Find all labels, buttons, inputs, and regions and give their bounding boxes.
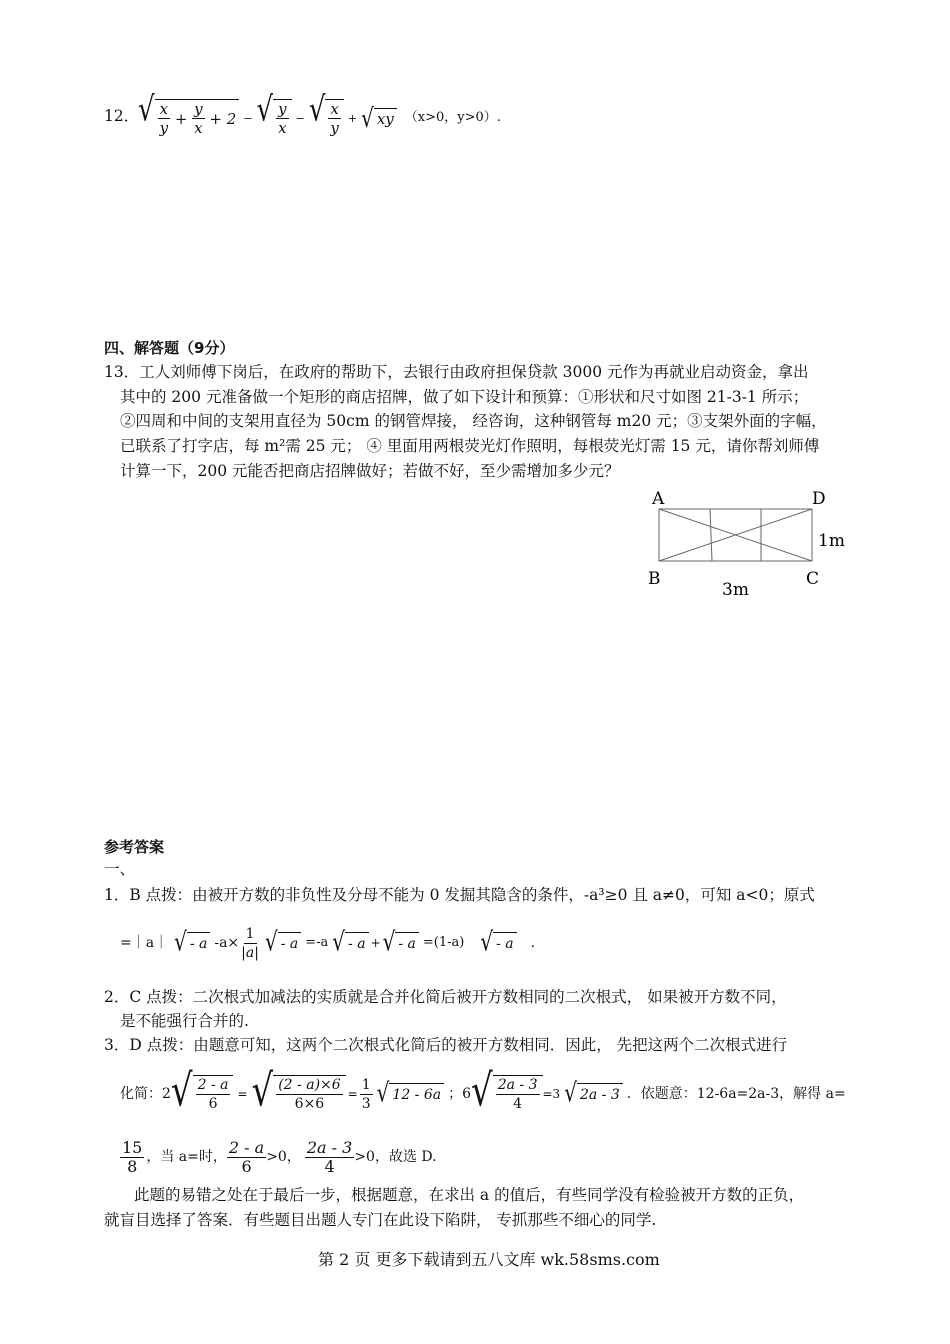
q12-condition: （x>0，y>0）. [404,110,501,125]
q13-line-5: 计算一下，200 元能否把商店招牌做好；若做不好，至少需增加多少元？ [120,462,620,480]
q13-line-2: 其中的 200 元准备做一个矩形的商店招牌，做了如下设计和预算：①形状和尺寸如图 21-3-1 所示； [120,388,809,406]
sqrt-expression-3: √ $\frac{x}{y}$ [309,99,344,137]
answers-heading: 参考答案 [104,838,165,856]
semicolon-6: ；6 [448,1086,472,1102]
answer-2-line-2: 是不能强行合并的. [120,1012,249,1030]
signboard-figure [640,484,860,604]
sqrt-neg-a-4: √ - a [383,932,419,955]
term-eq: =-a [305,935,329,950]
greater-than-1: >0， [266,1149,301,1165]
sqrt-neg-a-2: √ - a [265,932,301,955]
term-times: -a× [214,935,240,951]
term-result: =(1-a) [422,935,465,950]
height-label: 1m [818,531,845,551]
sqrt-expanded: √ $\frac{(2 - a)\times 6}{6\times 6}$ [252,1075,346,1113]
fraction-one-third: $\frac{1}{3}$ [361,1076,371,1112]
fraction-2a-minus-3-over-4: $\frac{2a - 3}{4}$ [306,1137,353,1176]
q13-line-4: 已联系了打字店，每 m²需 25 元； ④ 里面用两根荧光灯作照明，每根荧光灯需 15 元，请你帮刘师傅 [120,437,820,455]
sqrt-neg-a-1: √ - a [174,932,210,955]
sqrt-neg-a-5: √ - a [480,932,516,955]
sqrt-2-minus-a-over-6: √ $\frac{2 - a}{6}$ [171,1075,234,1113]
sqrt-neg-a-3: √ - a [332,932,368,955]
sqrt-2a-minus-3: √ 2a - 3 [564,1083,623,1106]
answer-3-equation: 化简：2 √ $\frac{2 - a}{6}$ = √ $\frac{(2 - a)\times 6}{6\times 6}$ = $\frac{1}{3}$ √ 12 - 6a ；6 √ $\frac{2a - 3}{4}$ =3 √ 2a - 3 ．依题意：12-6a=2a-3，解得 a= [120,1065,846,1118]
vertex-b-label: B [648,569,661,589]
simplify-label: 化简：2 [120,1086,171,1102]
vertex-d-label: D [812,489,826,509]
sqrt-expression-2: √ $\frac{y}{x}$ [257,99,292,137]
note-line-2: 就盲目选择了答案．有些题目出题人专门在此设下陷阱， 专抓那些不细心的同学. [104,1211,657,1229]
abs-a: =｜a｜ [120,935,169,951]
q12-number: 12． [104,107,140,125]
part-one-label: 一、 [104,860,136,878]
eq-sign-1: = [237,1087,248,1101]
sqrt-expression-1: √ $\frac{x}{y}$ + $\frac{y}{x}$ + 2 [138,99,239,137]
term-plus: + [370,936,381,950]
q13-line-1: 13．工人刘师傅下岗后，在政府的帮助下，去银行由政府担保贷款 3000 元作为再就业启动资金，拿出 [104,363,809,381]
width-label: 3m [722,580,749,600]
fraction-15-over-8: $\frac{15}{8}$ [122,1137,143,1176]
eq-three: =3 [542,1087,561,1101]
answer-3-tail: ．依题意：12-6a=2a-3，解得 a= [626,1086,846,1102]
answer-3-solution [120,1130,437,1184]
sqrt-12-minus-6a: √ 12 - 6a [377,1083,444,1106]
section-heading: 四、解答题（9分） [104,339,235,357]
answer-1-line-1: 1．B 点拨：由被开方数的非负性及分母不能为 0 发掘其隐含的条件，-a³≥0 且 a≠0，可知 a<0；原式 [104,886,815,904]
term-end: . [530,935,536,951]
answer-2-line-1: 2．C 点拨：二次根式加减法的实质就是合并化简后被开方数相同的二次根式， 如果被开方数不同， [104,988,787,1006]
q13-line-3: ②四周和中间的支架用直径为 50cm 的钢管焊接， 经咨询，这种钢管每 m20 元；③支架外面的字幅， [120,412,827,430]
note-line-1: 此题的易错之处在于最后一步，根据题意，在求出 a 的值后，有些同学没有检验被开方数的正负， [134,1186,805,1204]
vertex-a-label: A [652,489,665,509]
q12-expression: √ $\frac{x}{y}$ + $\frac{y}{x}$ + 2 − √ $\frac{y}{x}$ − √ $\frac{x}{y}$ + √ xy （x>0，y>0）. [138,90,501,137]
page-footer: 第 2 页 更多下载请到五八文库 wk.58sms.com [318,1250,660,1269]
when-a: ，当 a=时， [146,1149,227,1165]
sqrt-2a-minus-3-over-4: √ $\frac{2a - 3}{4}$ [471,1075,542,1113]
answer-3-line-1: 3．D 点拨：由题意可知，这两个二次根式化简后的被开方数相同．因此， 先把这两个二次根式进行 [104,1036,788,1054]
sqrt-expression-4: √ xy [361,108,397,128]
greater-than-2: >0，故选 D. [354,1149,437,1165]
vertex-c-label: C [806,569,820,589]
answer-1-equation [120,918,535,968]
fraction-one-over-abs-a: $\frac{1}{|a|}$ [241,925,259,961]
fraction-2-minus-a-over-6: $\frac{2 - a}{6}$ [228,1137,265,1176]
